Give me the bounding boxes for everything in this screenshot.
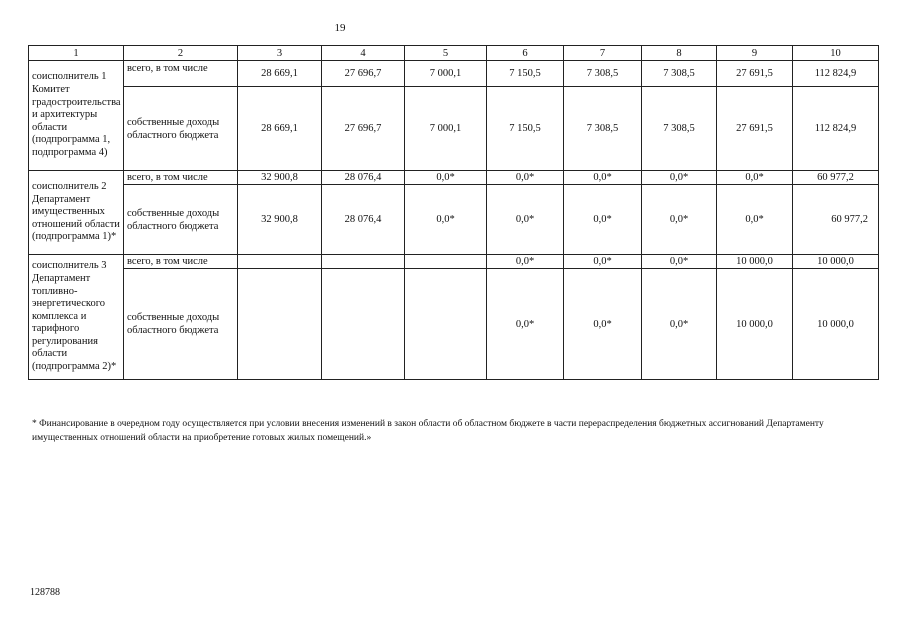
value-cell: 28 669,1 (238, 87, 322, 171)
value-cell (405, 255, 487, 269)
column-header: 10 (793, 46, 879, 61)
value-cell: 0,0* (642, 269, 717, 380)
value-cell: 7 000,1 (405, 87, 487, 171)
value-cell: 0,0* (405, 171, 487, 185)
value-cell: 0,0* (642, 185, 717, 255)
footnote: * Финансирование в очередном году осуществляется при условии внесения изменений в закон области об областном бюджете в части перераспределения бюджетных ассигнований Департаменту имущественных отношений области на приобретение готовых жилых помещений.» (32, 419, 824, 443)
value-cell (322, 269, 405, 380)
value-cell: 7 308,5 (564, 87, 642, 171)
value-cell: 0,0* (487, 171, 564, 185)
value-cell: 60 977,2 (793, 171, 879, 185)
value-cell: 32 900,8 (238, 185, 322, 255)
value-cell (405, 269, 487, 380)
table-row (29, 61, 879, 87)
value-cell: 32 900,8 (238, 171, 322, 185)
document-id: 128788 (30, 587, 60, 598)
value-cell: 7 000,1 (405, 61, 487, 87)
row-label: всего, в том числе (124, 255, 238, 269)
row-label: всего, в том числе (124, 61, 238, 87)
column-header: 6 (487, 46, 564, 61)
value-cell (322, 255, 405, 269)
value-cell: 0,0* (405, 185, 487, 255)
table-row (29, 87, 879, 171)
value-cell: 10 000,0 (793, 255, 879, 269)
value-cell: 7 308,5 (642, 61, 717, 87)
page-number: 19 (334, 22, 346, 34)
header-row (29, 46, 879, 61)
value-cell: 10 000,0 (717, 269, 793, 380)
column-header: 2 (124, 46, 238, 61)
value-cell: 112 824,9 (793, 61, 879, 87)
table-row (29, 185, 879, 255)
value-cell (238, 269, 322, 380)
row-label: собственные доходы областного бюджета (124, 87, 238, 171)
value-cell: 0,0* (487, 269, 564, 380)
row-label: собственные доходы областного бюджета (124, 185, 238, 255)
table-row (29, 171, 879, 185)
column-header: 4 (322, 46, 405, 61)
value-cell: 7 150,5 (487, 87, 564, 171)
column-header: 7 (564, 46, 642, 61)
value-cell: 27 696,7 (322, 87, 405, 171)
value-cell: 28 076,4 (322, 185, 405, 255)
executor-cell: соисполнитель 1 Комитет градостроительства и архитектуры области (подпрограмма 1, подпрограмма 4) (29, 61, 124, 171)
value-cell: 10 000,0 (793, 269, 879, 380)
value-cell: 0,0* (642, 171, 717, 185)
value-cell: 27 696,7 (322, 61, 405, 87)
value-cell: 28 669,1 (238, 61, 322, 87)
table-row (29, 269, 879, 380)
value-cell: 10 000,0 (717, 255, 793, 269)
value-cell: 0,0* (564, 255, 642, 269)
value-cell: 112 824,9 (793, 87, 879, 171)
executor-cell: соисполнитель 3 Департамент топливно-энергетического комплекса и тарифного регулирования области (подпрограмма 2)* (29, 255, 124, 380)
value-cell: 60 977,2 (793, 185, 879, 255)
value-cell: 0,0* (487, 185, 564, 255)
value-cell: 7 308,5 (642, 87, 717, 171)
column-header: 5 (405, 46, 487, 61)
value-cell: 0,0* (564, 185, 642, 255)
column-header: 8 (642, 46, 717, 61)
value-cell: 0,0* (487, 255, 564, 269)
value-cell: 0,0* (642, 255, 717, 269)
value-cell: 0,0* (717, 185, 793, 255)
table-row (29, 255, 879, 269)
column-header: 1 (29, 46, 124, 61)
value-cell: 0,0* (564, 171, 642, 185)
column-header: 3 (238, 46, 322, 61)
row-label: всего, в том числе (124, 171, 238, 185)
value-cell: 27 691,5 (717, 87, 793, 171)
row-label: собственные доходы областного бюджета (124, 269, 238, 380)
value-cell: 7 308,5 (564, 61, 642, 87)
value-cell: 7 150,5 (487, 61, 564, 87)
value-cell (238, 255, 322, 269)
executor-cell: соисполнитель 2 Департамент имущественных отношений области (подпрограмма 1)* (29, 171, 124, 255)
value-cell: 0,0* (717, 171, 793, 185)
value-cell: 0,0* (564, 269, 642, 380)
value-cell: 28 076,4 (322, 171, 405, 185)
budget-table (28, 45, 879, 380)
value-cell: 27 691,5 (717, 61, 793, 87)
column-header: 9 (717, 46, 793, 61)
